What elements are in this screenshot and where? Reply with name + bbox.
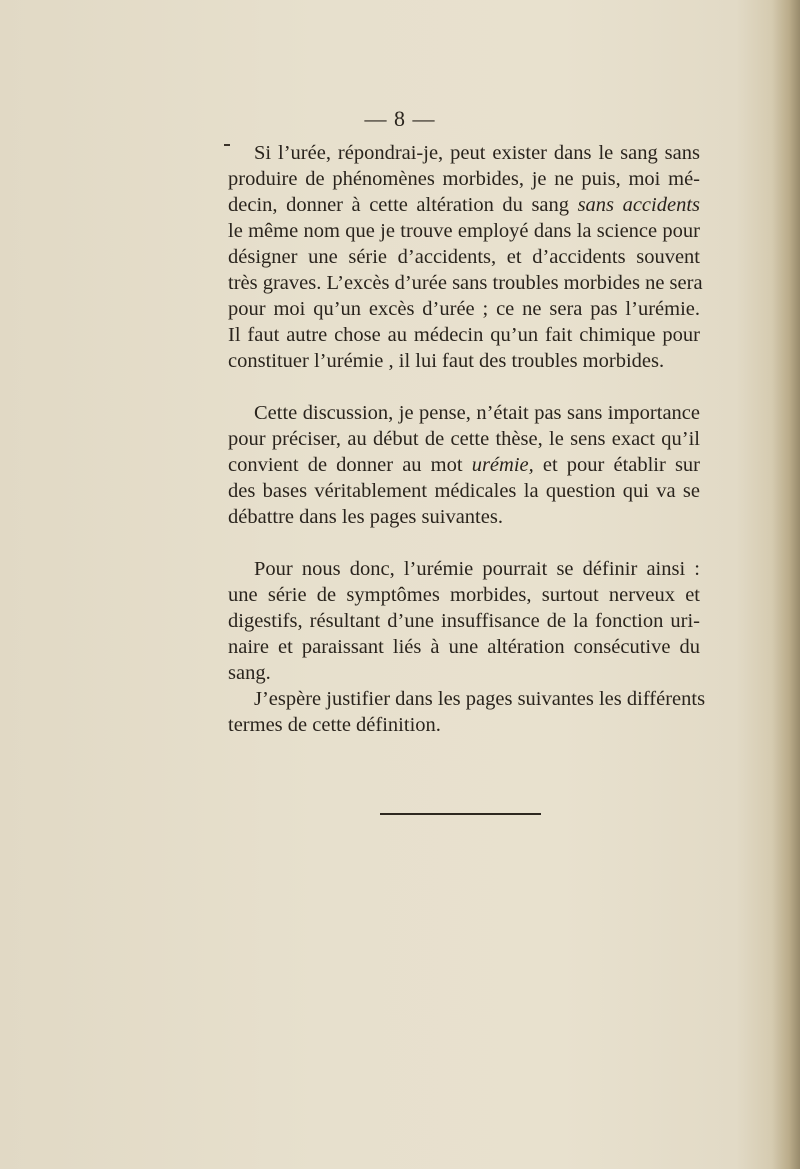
paragraph-line: produire de phénomènes morbides, je ne puis, moi mé-	[228, 168, 700, 190]
italic-word: urémie,	[471, 454, 534, 476]
paragraph-line: une série de symptômes morbides, surtout nerveux et	[228, 584, 700, 606]
paragraph-line: le même nom que je trouve employé dans la science pour	[228, 220, 700, 242]
paragraph-gap	[228, 530, 700, 556]
paragraph-line: désigner une série d’accidents, et d’accidents souvent	[228, 246, 700, 268]
italic-phrase: sans accidents	[577, 194, 700, 216]
line-text: decin, donner à cette altération du sang	[228, 194, 578, 216]
paragraph-line: termes de cette définition.	[228, 714, 441, 736]
paragraph-line: pour moi qu’un excès d’urée ; ce ne sera pas l’urémie.	[228, 298, 700, 320]
page-number: — 8 —	[364, 106, 436, 131]
paragraph-line	[228, 452, 700, 478]
paragraph-line: constituer l’urémie , il lui faut des troubles morbides.	[228, 350, 665, 372]
paragraph-line: Pour nous donc, l’urémie pourrait se définir ainsi :	[254, 558, 700, 580]
paragraph-line: J’espère justifier dans les pages suivantes les différents	[254, 688, 706, 710]
body-text	[228, 140, 706, 738]
paragraph-gap	[228, 374, 700, 400]
paragraph-line: digestifs, résultant d’une insuffisance de la fonction uri-	[228, 610, 700, 632]
paragraph-line: sang.	[228, 662, 271, 684]
line-text: convient de donner au mot	[228, 454, 472, 476]
paragraph-line: des bases véritablement médicales la question qui va se	[228, 480, 700, 502]
paragraph-line	[228, 192, 700, 218]
paragraph-line: débattre dans les pages suivantes.	[228, 506, 503, 528]
line-text: et pour établir sur	[533, 454, 700, 476]
paragraph-line: naire et paraissant liés à une altération consécutive du	[228, 636, 700, 658]
paragraph-line: Si l’urée, répondrai-je, peut exister dans le sang sans	[254, 142, 700, 164]
paragraph-line: pour préciser, au début de cette thèse, le sens exact qu’il	[228, 428, 700, 450]
paragraph-line: très graves. L’excès d’urée sans troubles morbides ne sera	[228, 272, 703, 294]
paragraph-line: Cette discussion, je pense, n’était pas sans importance	[254, 402, 700, 424]
end-rule	[380, 813, 541, 815]
page-edge-shadow	[772, 0, 800, 1169]
paragraph-line: Il faut autre chose au médecin qu’un fait chimique pour	[228, 324, 700, 346]
